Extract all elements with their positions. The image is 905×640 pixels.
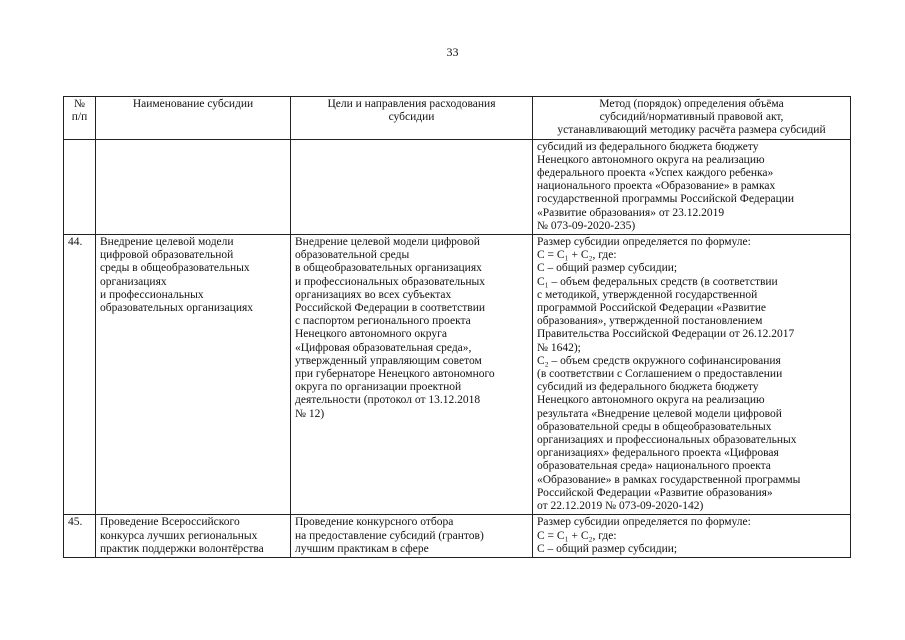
- row-purpose: Проведение конкурсного отбора на предоставление субсидий (грантов) лучшим практикам в сфере: [291, 515, 533, 558]
- header-method: Метод (порядок) определения объёма субсидий/нормативный правовой акт, устанавливающий методику расчёта размера субсидий: [533, 97, 851, 140]
- row-number: [64, 139, 96, 234]
- header-number: № п/п: [64, 97, 96, 140]
- row-subsidy-name: [96, 139, 291, 234]
- row-method: субсидий из федерального бюджета бюджету Ненецкого автономного округа на реализацию федерального проекта «Успех каждого ребенка» национального проекта «Образование» в рамках государственной программы Российской Федерации «Развитие образования» от 23.12.2019 № 073-09-2020-235): [533, 139, 851, 234]
- page-number: 33: [446, 45, 459, 59]
- table-row: [64, 139, 851, 234]
- row-method: Размер субсидии определяется по формуле: С = С₁ + С₂, где: С – общий размер субсидии;: [533, 515, 851, 558]
- header-subsidy-name: Наименование субсидии: [96, 97, 291, 140]
- table-header-row: [64, 97, 851, 140]
- row-purpose: Внедрение целевой модели цифровой образовательной среды в общеобразовательных организациях и профессиональных образовательных организациях во всех субъектах Российской Федерации в соответствии с паспортом регионального проекта Ненецкого автономного округа «Цифровая образовательная среда», утвержденный управляющим советом при губернаторе Ненецкого автономного округа по организации проектной деятельности (протокол от 13.12.2018 № 12): [291, 235, 533, 515]
- table-row: [64, 515, 851, 558]
- subsidies-table: [63, 96, 851, 558]
- row-purpose: [291, 139, 533, 234]
- row-number: 44.: [64, 235, 96, 515]
- row-method: Размер субсидии определяется по формуле: С = С₁ + С₂, где: С – общий размер субсидии; С₁ – объем федеральных средств (в соответствии с методикой, утвержденной государственной программой Российской Федерации «Развитие образования», утвержденной постановлением Правительства Российской Федерации от 26.12.2017 № 1642); С₂ – объем средств окружного софинансирования (в соответствии с Соглашением о предоставлении субсидий из федерального бюджета бюджету Ненецкого автономного округа на реализацию результата «Внедрение целевой модели цифровой образовательной среды в общеобразовательных организациях и профессиональных образовательных организациях» федерального проекта «Цифровая образовательная среда» национального проекта «Образование» в рамках государственной программы Российской Федерации «Развитие образования» от 22.12.2019 № 073-09-2020-142): [533, 235, 851, 515]
- table-row: [64, 235, 851, 515]
- header-purpose: Цели и направления расходования субсидии: [291, 97, 533, 140]
- row-subsidy-name: Проведение Всероссийского конкурса лучших региональных практик поддержки волонтёрства: [96, 515, 291, 558]
- row-subsidy-name: Внедрение целевой модели цифровой образовательной среды в общеобразовательных организациях и профессиональных образовательных организациях: [96, 235, 291, 515]
- row-number: 45.: [64, 515, 96, 558]
